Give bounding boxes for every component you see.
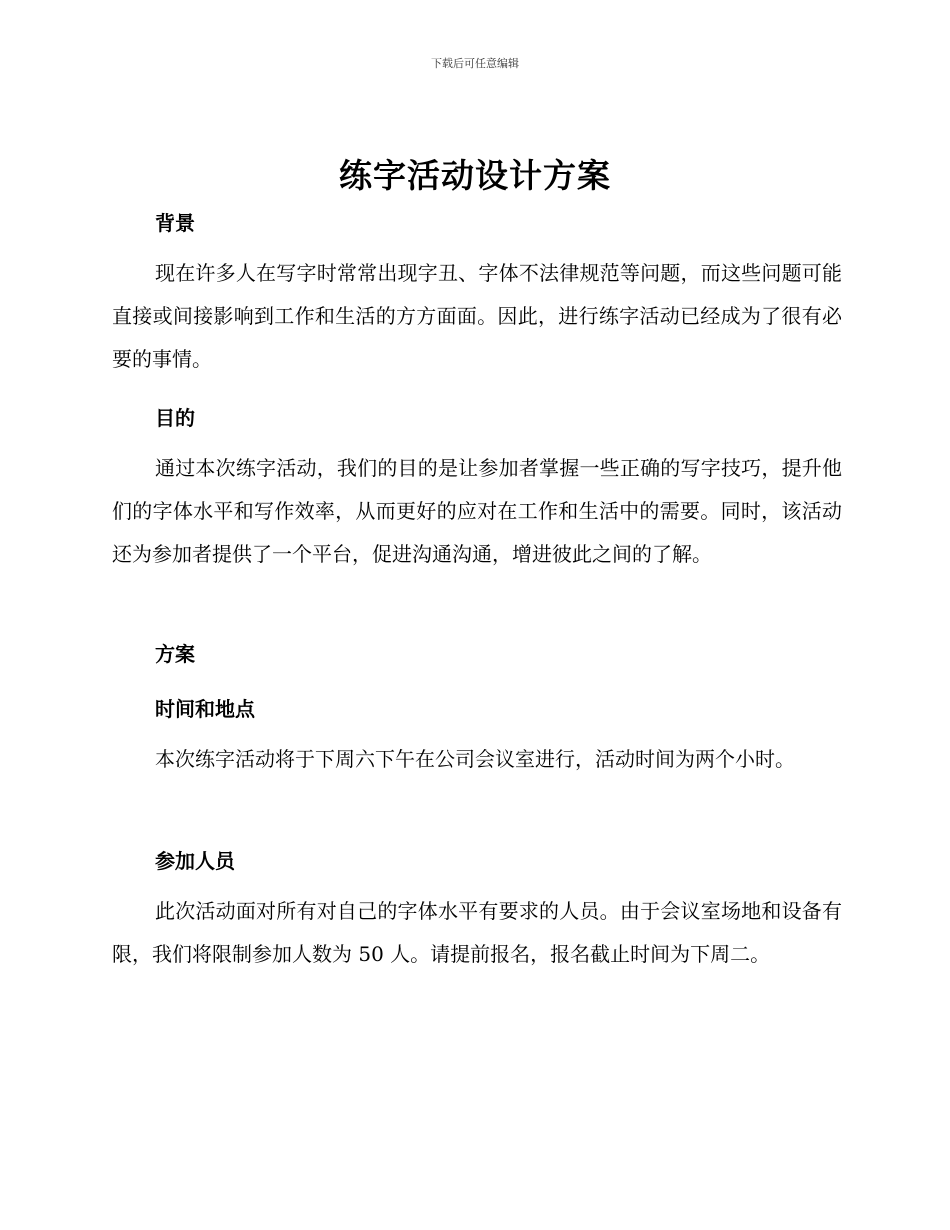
section-heading-purpose: 目的 [155,406,195,430]
subsection-heading-participants: 参加人员 [155,849,235,873]
section-heading-background: 背景 [155,211,195,235]
paragraph-purpose: 通过本次练字活动，我们的目的是让参加者掌握一些正确的写字技巧，提升他们的字体水平和写作效率，从而更好的应对在工作和生活中的需要。同时，该活动还为参加者提供了一个平台，促进沟通沟通，增进彼此之间的了解。 [112,456,842,566]
subsection-heading-time-place: 时间和地点 [155,697,255,721]
paragraph-background: 现在许多人在写字时常常出现字丑、字体不法律规范等问题，而这些问题可能直接或间接影响到工作和生活的方方面面。因此，进行练字活动已经成为了很有必要的事情。 [112,261,842,371]
page-header-note: 下载后可任意编辑 [431,57,519,70]
paragraph-participants: 此次活动面对所有对自己的字体水平有要求的人员。由于会议室场地和设备有限，我们将限制参加人数为 50 人。请提前报名，报名截止时间为下周二。 [112,899,842,966]
paragraph-time-place: 本次练字活动将于下周六下午在公司会议室进行，活动时间为两个小时。 [155,747,795,771]
document-title: 练字活动设计方案 [339,156,611,195]
section-heading-plan: 方案 [155,642,195,666]
